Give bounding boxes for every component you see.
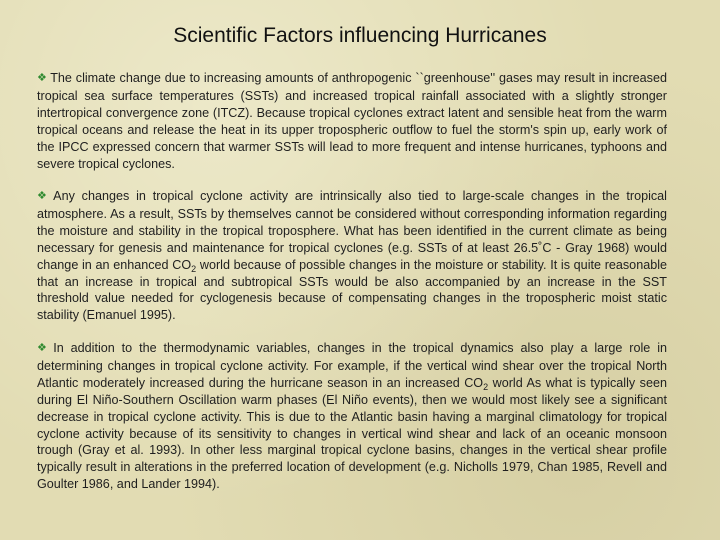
paragraph-text-after: world As what is typically seen during El Niño-Southern Oscillation warm phases (El Niño events), then we would most likely see a significant decrease in tropical cyclone activity. This is due to the Atlantic basin having a marginal climatology for tropical cyclone activity because of its sensitivity to changes in vertical wind shear and lack of an oceanic monsoon trough (Gray et al. 1993). In other less marginal tropical cyclone basins, changes in the vertical shear profile typically result in alterations in the preferred location of development (e.g. Nicholls 1979, Chan 1985, Revell and Goulter 1986, and Lander 1994). — [37, 375, 667, 492]
paragraph-tropical-dynamics — [37, 340, 667, 493]
paragraph-climate-change — [37, 70, 667, 172]
paragraph-large-scale-changes — [37, 188, 667, 324]
co2-subscript: 2 — [191, 263, 197, 274]
paragraph-text-after: world because of possible changes in the moisture or stability. It is quite reasonable that an increase in tropical and subtropical SSTs would be also accompanied by an increase in the SST threshold value needed for cyclogenesis because of compensating changes in the tropospheric moist static stability (Emanuel 1995). — [37, 257, 668, 323]
paragraph-text-before: Any changes in tropical cyclone activity are intrinsically also tied to large-scale changes in the tropical atmosphere. As a result, SSTs by themselves cannot be considered without corresponding information regarding the moisture and stability in the tropical troposphere. What has been identified in the current climate as being necessary for genesis and maintenance for tropical cyclones (e.g. SSTs of at least 26.5˚C - Gray 1968) would change in an enhanced CO — [37, 189, 667, 272]
co2-subscript: 2 — [483, 381, 489, 392]
paragraph-text-before: In addition to the thermodynamic variables, changes in the tropical dynamics also play a large role in determining changes in tropical cyclone activity. For example, if the vertical wind shear over the tropical North Atlantic moderately increased during the hurricane season in an increased CO — [37, 341, 667, 390]
paragraph-text: The climate change due to increasing amounts of anthropogenic ``greenhouse'' gases may result in increased tropical sea surface temperatures (SSTs) and increased tropical rainfall associated with a slightly stronger intertropical convergence zone (ITCZ). Because tropical cyclones extract latent and sensible heat from the warm tropical oceans and release the heat in its upper tropospheric outflow to fuel the storm's spin up, early work of the IPCC expressed concern that warmer SSTs will lead to more frequent and intense hurricanes, typhoons and severe tropical cyclones. — [37, 71, 667, 171]
slide-title: Scientific Factors influencing Hurricanes — [173, 24, 547, 47]
diamond-bullet-icon: ❖ — [37, 342, 51, 354]
diamond-bullet-icon: ❖ — [37, 72, 48, 84]
diamond-bullet-icon: ❖ — [37, 190, 51, 202]
